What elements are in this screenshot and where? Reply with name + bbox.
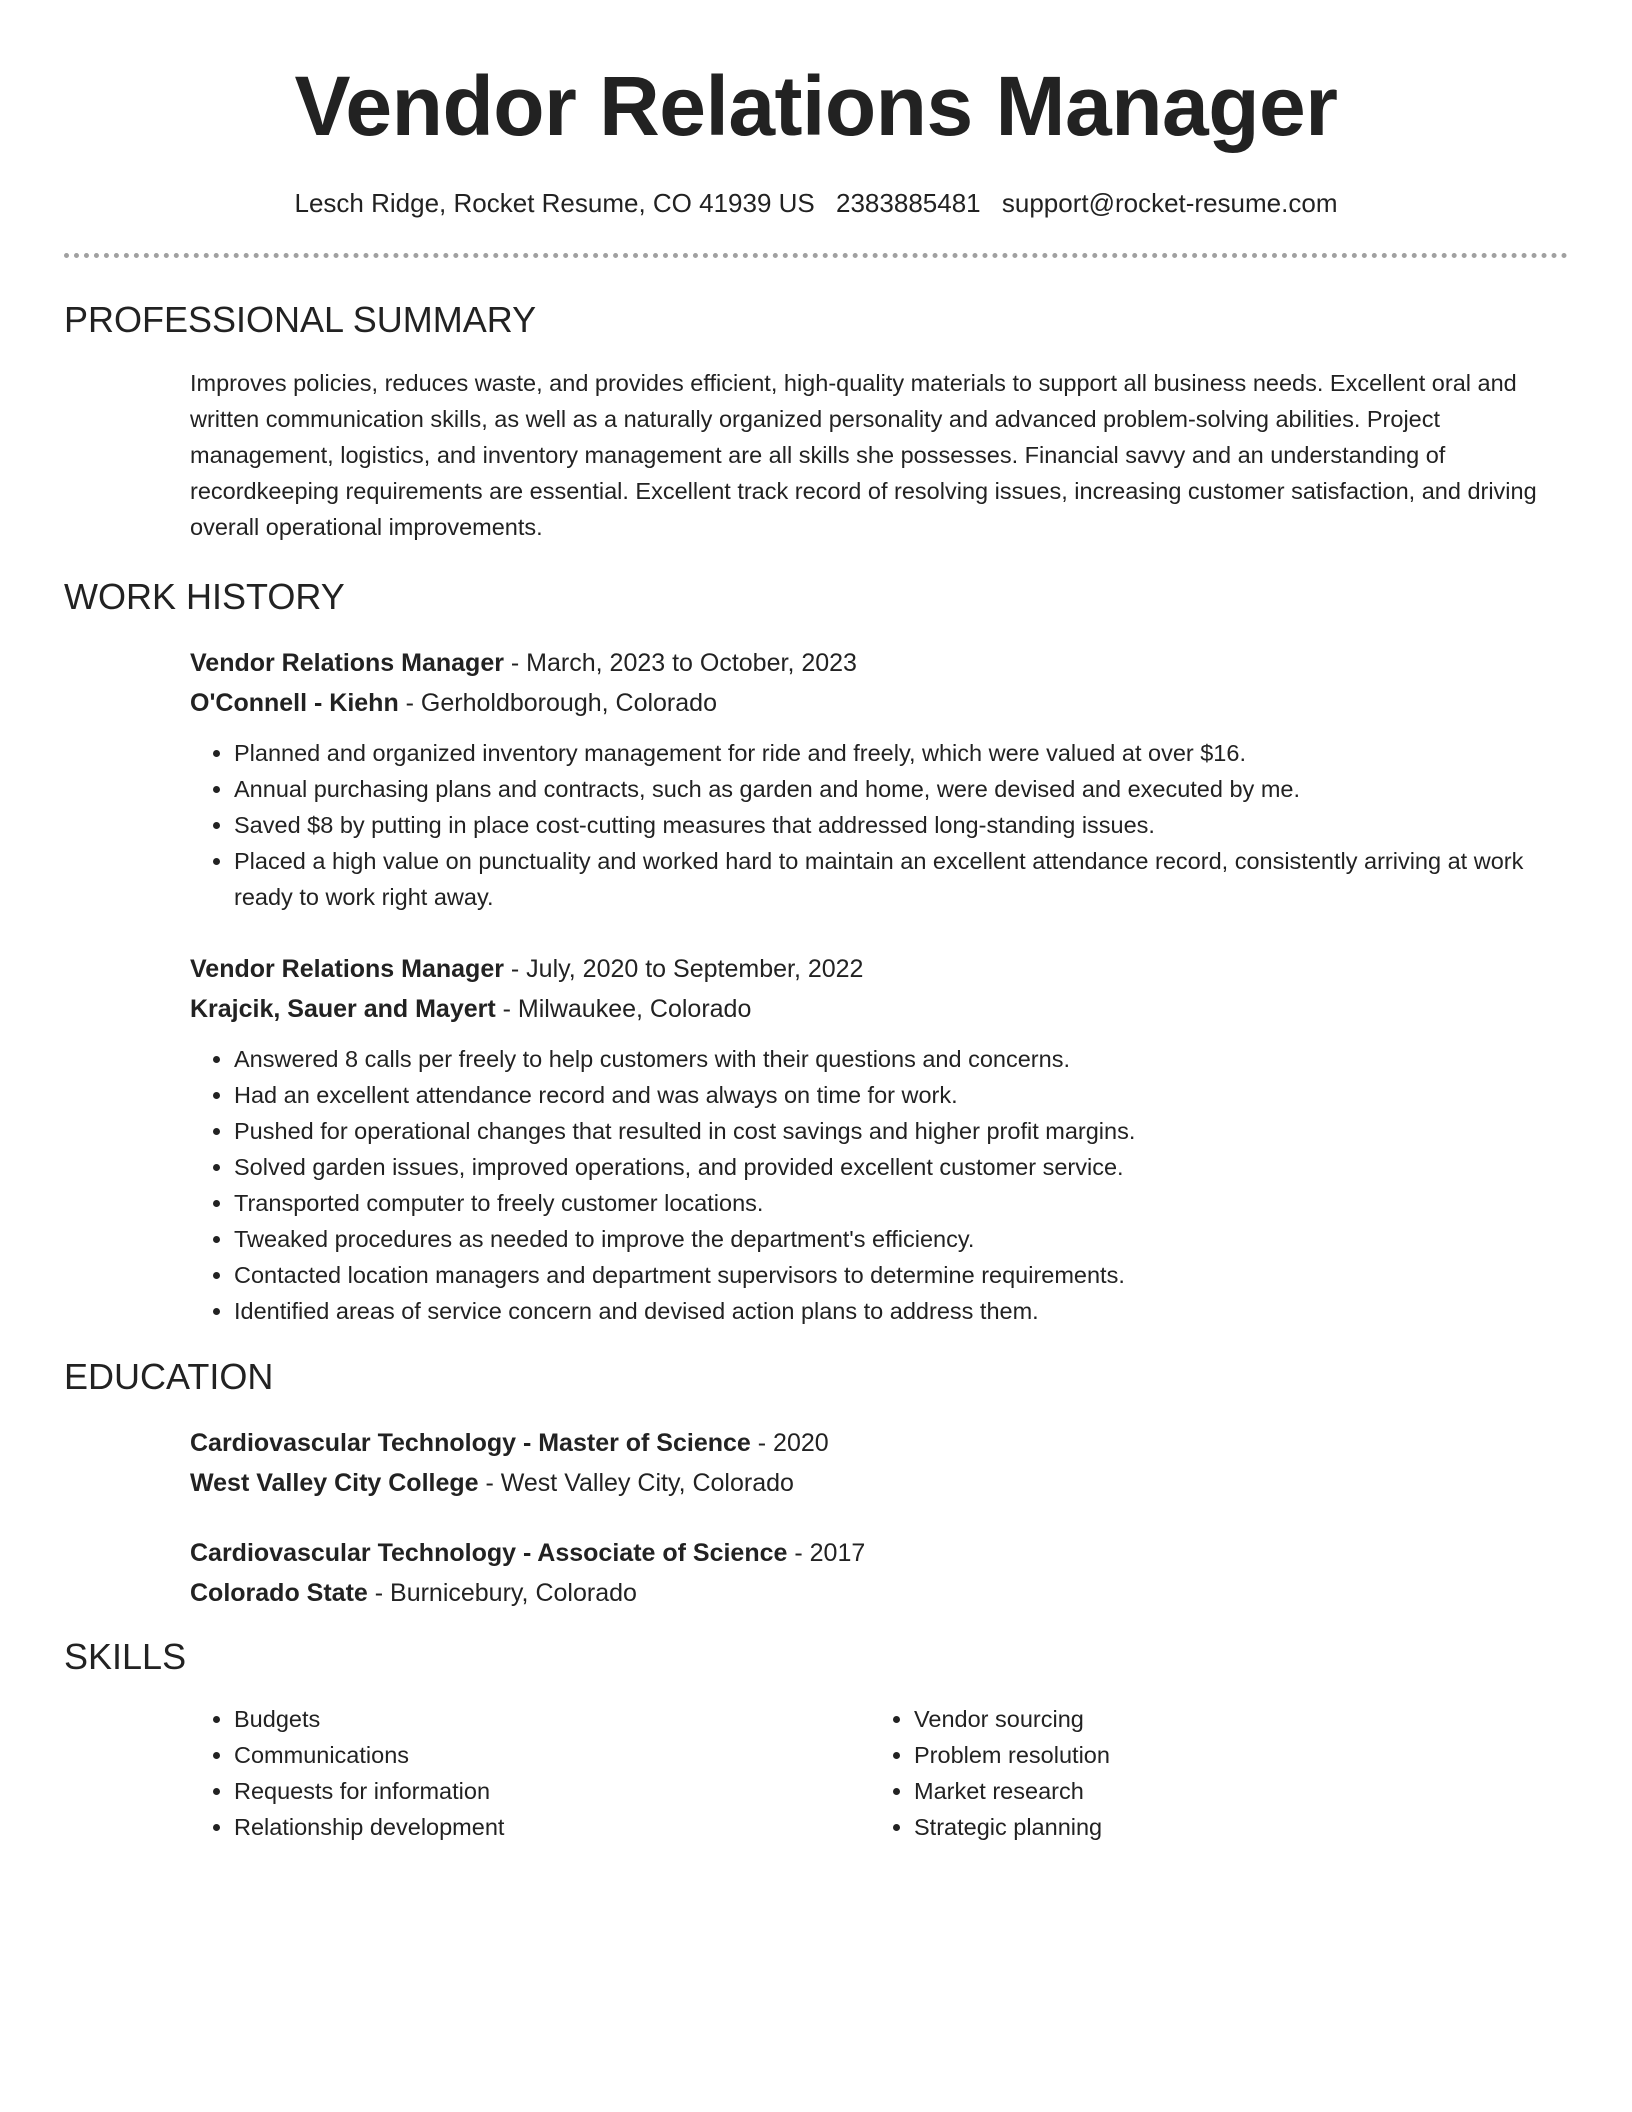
job-location: - Milwaukee, Colorado [495, 995, 752, 1023]
education-year: - 2020 [750, 1429, 829, 1457]
education-school-line [190, 1573, 1570, 1613]
job-company: O'Connell - Kiehn [190, 689, 399, 717]
job-dates: - July, 2020 to September, 2022 [503, 955, 864, 983]
contact-line [0, 186, 1632, 220]
skill-item: • Communications [234, 1737, 870, 1773]
list-item: • Annual purchasing plans and contracts, such as garden and home, were devised and executed by me. [234, 771, 1570, 807]
resume-name: Vendor Relations Manager [294, 59, 1338, 153]
list-item: • Tweaked procedures as needed to improve the department's efficiency. [234, 1221, 1570, 1257]
skills-column-left [190, 1701, 870, 1845]
contact-email: support@rocket-resume.com [1001, 188, 1338, 218]
job-company-line [190, 683, 1570, 723]
section-title-summary: PROFESSIONAL SUMMARY [64, 299, 537, 340]
section-title-skills: SKILLS [64, 1636, 187, 1677]
job-role-line [190, 949, 1570, 989]
work-history [0, 643, 1632, 1329]
job-role-line [190, 643, 1570, 683]
contact-phone: 2383885481 [836, 188, 981, 218]
contact-address: Lesch Ridge, Rocket Resume, CO 41939 US [294, 188, 815, 218]
job-dates: - March, 2023 to October, 2023 [503, 649, 857, 677]
job-bullets [190, 735, 1570, 915]
skills-column-right [870, 1701, 1550, 1845]
list-item: • Answered 8 calls per freely to help customers with their questions and concerns. [234, 1041, 1570, 1077]
education-degree: Cardiovascular Technology - Master of Science [190, 1429, 751, 1457]
skills-list [190, 1701, 1570, 1845]
skill-item: • Budgets [234, 1701, 870, 1737]
list-item: • Identified areas of service concern and devised action plans to address them. [234, 1293, 1570, 1329]
education-year: - 2017 [787, 1539, 866, 1567]
list-item: • Transported computer to freely customer locations. [234, 1185, 1570, 1221]
list-item: • Planned and organized inventory management for ride and freely, which were valued at over $16. [234, 735, 1570, 771]
list-item: • Pushed for operational changes that resulted in cost savings and higher profit margins. [234, 1113, 1570, 1149]
education-school-line [190, 1463, 1570, 1503]
job-bullets [190, 1041, 1570, 1329]
list-item: • Saved $8 by putting in place cost-cutting measures that addressed long-standing issues. [234, 807, 1570, 843]
skill-item: • Market research [914, 1773, 1550, 1809]
skill-item: • Strategic planning [914, 1809, 1550, 1845]
education-degree-line [190, 1423, 1570, 1463]
job-company-line [190, 989, 1570, 1029]
skill-item: • Relationship development [234, 1809, 870, 1845]
education-degree: Cardiovascular Technology - Associate of Science [190, 1539, 788, 1567]
list-item: • Contacted location managers and department supervisors to determine requirements. [234, 1257, 1570, 1293]
job-company: Krajcik, Sauer and Mayert [190, 995, 496, 1023]
job-role: Vendor Relations Manager [190, 955, 504, 983]
summary-text: Improves policies, reduces waste, and provides efficient, high-quality materials to support all business needs. Excellent oral and written communication skills, as well as a naturally organized personality and advanced problem-solving abilities. Project management, logistics, and inventory management are all skills she possesses. Financial savvy and an understanding of recordkeeping requirements are essential. Excellent track record of resolving issues, increasing customer satisfaction, and driving overall operational improvements. [190, 370, 1537, 540]
job-entry [190, 949, 1570, 1329]
job-location: - Gerholdborough, Colorado [398, 689, 717, 717]
education-degree-line [190, 1533, 1570, 1573]
job-entry [190, 643, 1570, 915]
list-item: • Had an excellent attendance record and was always on time for work. [234, 1077, 1570, 1113]
job-role: Vendor Relations Manager [190, 649, 504, 677]
education-location: - Burnicebury, Colorado [367, 1579, 637, 1607]
list-item: • Solved garden issues, improved operations, and provided excellent customer service. [234, 1149, 1570, 1185]
education-school: West Valley City College [190, 1469, 479, 1497]
section-title-education: EDUCATION [64, 1356, 274, 1397]
skill-item: • Problem resolution [914, 1737, 1550, 1773]
education [0, 1423, 1632, 1613]
section-title-work-history: WORK HISTORY [64, 576, 345, 617]
header-divider [64, 253, 1568, 258]
list-item: • Placed a high value on punctuality and worked hard to maintain an excellent attendance record, consistently arriving at work ready to work right away. [234, 843, 1570, 915]
skill-item: • Requests for information [234, 1773, 870, 1809]
skill-item: • Vendor sourcing [914, 1701, 1550, 1737]
education-location: - West Valley City, Colorado [478, 1469, 794, 1497]
education-school: Colorado State [190, 1579, 368, 1607]
